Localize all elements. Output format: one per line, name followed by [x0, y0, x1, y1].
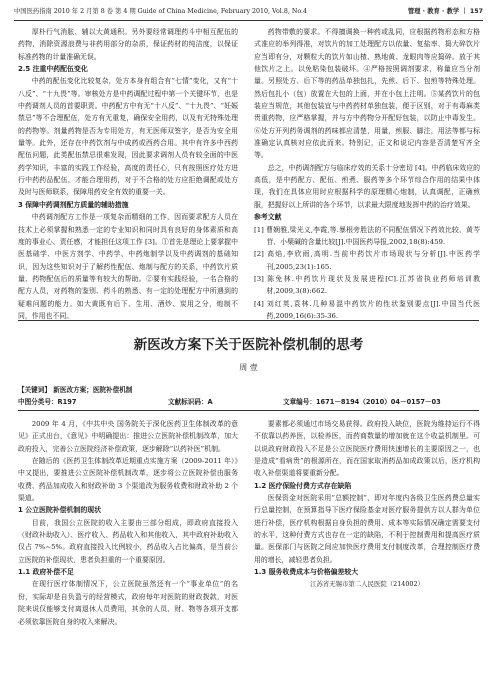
paragraph: 目前，我国公立医院的收入主要由三部分组成，即政府直接投入（财政补助收入）、医疗收入、药品收入和其他收入，其中政府补助收入仅占 7%~5%。政府直接投入比例较小，药品收入占比偏高，是当前公立医院的补偿现状，患者负担重的一个重要原因。	[18, 518, 238, 564]
section-heading: 3 保障中药调剂配方质量的辅助措施	[18, 200, 129, 209]
author-affiliation: 江苏省无锡市第二人民医院（214002）	[310, 580, 424, 589]
reference-item: [2] 高焰,李欣雨,高明.当前中药饮片市场现状与分析[J].中医药学刊,2005,23(1):165.	[254, 250, 480, 271]
section-heading: 1.2 医疗保险付费方式存在缺陷	[254, 481, 352, 490]
paragraph: 中药调剂配方工作是一项复杂而精细的工作，因而要求配方人员在技术上必须掌握和熟悉一定的专业知识和同时具有良好的身体素质和高度的事业心、责任感，才能担任这项工作 [3]。①首先是理论上要掌握中医基础学、中医方剂学、中药学、中药炮制学以及中药调剂的基础知识，因为这些知识对于了解药性配伍、炮制与配方的关系，中药饮片质量、药物配伍后的质量等有较大的帮助。②要有实践经验，一名合格的配方人员，对药物的鉴别、药斗的熟悉、有一定的处理配方中所遇到的疑难问题的能力。如大黄既有后下、生用、酒炒、炭用之分，炮制不同，作用也不同。	[18, 213, 238, 320]
reference-item: [1] 曹娴雅,梁光义,李霞,等.暴根旁胜法的不同配伍情况下药效比较、黄芩苷、小檗碱的含量比较[J].中国医药导报,2002,18(8):459.	[254, 225, 480, 246]
top-right-column	[254, 26, 480, 322]
top-left-column	[18, 26, 238, 322]
references-heading: 参考文献	[254, 213, 282, 222]
article-number: 文章编号：1671－8194（2010）04－0157－03	[283, 398, 441, 406]
paragraph: 中药的配伍变化比较复杂，处方本身有组合有“七情”变化，又有“十八反”、“十九畏”等。审核处方是中药调配过程中第一个关键环节，也是中药调剂人员的首要职责。中药配方中有无“十八反”、“十九畏”、“妊娠禁忌”等不合理配伍，处方有无重复，确保安全用药，以及有无特殊处理的药物等。剂量药物是否为专用处方，有无医师双签字，是否为安全用量等。此外，还存在中药饮剂与中成药或西药合用。其中有许多中西药配伍问题，此类配伍禁忌很难发现，因此要求调剂人员有较全面的中医药学知识，丰富的实践工作经验，高度的责任心，只有按照医疗处方进行中药药品配伍，才能合理用药，对于不合格的处方应拒绝调配或处方及时与医师联系，保障用药安全有效的重要一关。	[18, 77, 238, 197]
section-heading: 1 公立医院补偿机制的现状	[18, 506, 101, 515]
journal-header-right: 管理 · 教育 · 教学 ｜ 157	[407, 8, 483, 15]
section-divider	[18, 320, 479, 321]
paragraph: 2009 年 4 月，《中共中央 国务院关于深化医药卫生体制改革的意见》正式出台，《意见》中明确提出：推进公立医院补偿机制改革，加大政府投入，完善公立医院经济补偿政策，逐步解除“以药补医”机制。	[18, 420, 238, 453]
keywords: 【关键词】 新医改方案；医院补偿机制	[18, 386, 133, 394]
paragraph: 总之，中药调剂配方与临床疗效的关系十分密切 [4]。中药临床效应的高低，是中药配方、配伍、煎煮、服药等多个环节综合作用的结果中体现，我们在具体应用时应根据科学的原理精心炮制，认真调配，正确煎服，把握好以上所讲的各个环节，以求最大限度地发挥中药的治疗效果。	[254, 163, 480, 209]
journal-header-left: 中国医药指南 2010 年 2 月第 8 卷 第 4 期 Guide of China Medicine, February 2010, Vol.8, No.4	[14, 8, 308, 15]
section-heading: 1.3 服务收费成本与价格偏差较大	[254, 568, 359, 577]
header-rule	[14, 20, 483, 21]
paragraph: 药物带敷的要求。不得擅调换一种药或乱同，应根据药物形态和方格式准应的举列得准，对饮片的加工处理配方以依量、复盐率、捣大碎饮片应当即有分，对颗粒大的饮片如山楂、熟地黄、龙眼肉等应捣碎。放于其他饮片之上。以免粘染包装破坏。④严格按照调剂要求，称量应当分剂量。另照处方、后下等的药品单独包扎，先煎、后下、包煎等特殊处理。然后包扎小（包）放置在大包的上面，并在小包上注明。⑤某药饮片的包装应当规范，其他包装宜与中药药材单独包装，便于区别，对于有毒麻类贵重药物，应严格掌握，并与方中药物分开配好包装，以防止中毒发生。⑥处方开列药务调剂的药味都应清楚，用量，煎服、脚注，用法等都与标准确定认真核对应依此而来。特别记，正文和说记内容是否清楚写齐全等。	[254, 28, 480, 160]
bottom-left-column	[18, 418, 238, 628]
running-header	[14, 6, 483, 18]
bottom-right-column	[254, 418, 480, 591]
reference-item: [4] 刘红英,袁林.几种易混中药饮片的性状鉴别要点[J].中国当代医药,2009,16(6):35-36.	[254, 299, 480, 320]
document-code: 文献标识码：A	[168, 398, 213, 406]
section-heading: 1.1 政府补偿不足	[18, 568, 74, 577]
article-author: 周 壹	[239, 363, 258, 372]
paragraph: 医保资金对医院采用“总额控制”，即对年度内各级卫生医药费总量实行总量控制，在预算指导下医疗保险基金对医疗服务提供方以人群为单位进行补偿，医疗机构根据自身负担的费用、成本等实际情况确定需要支付的水平，这种付费方式也存在一定的缺陷，不利于控制费用和提高医疗质量。医保部门与医院之间应加快医疗费用支付制度改革，合理控制医疗费用的增长，减轻患者负担。	[254, 494, 480, 564]
article-title: 新医改方案下关于医院补偿机制的思考	[133, 337, 364, 353]
paragraph: 要素都必须通过市场交易获得。政府投入缺位，医院为维持运行不得不依靠以药养医，以检养医，而药商数量的增加就在这个收益机制里。可以说政府财政投入不足是公立医院医疗费用快速增长的主要原因之一，也是造成“看病贵”的根源所在，而在国家取消药品加成政策以后，医疗机构收入补偿渠道将要重新分配。	[254, 420, 480, 478]
paragraph: 在现行医疗体制情况下，公立医院虽然还有一个“事业单位”的名份，实际却是自负盈亏的经营模式，政府每年对医院的财政拨款，对医院来说仅能够支付离退休人员费用，其余的人员、财、物等各项开支都必须依靠医院自身的收入来解决。	[18, 580, 238, 626]
clc-number: 中图分类号：R197	[18, 398, 77, 406]
paragraph: 厚朴行气消胀、辅以大黄通积。另外要经常调理药斗中相互配伍的药物，消除资源浪费与非药用部分的杂质，保证药材的纯洁度，以保证标准药物的计量准确无误。	[18, 28, 238, 61]
reference-item: [3] 陈免林.中药饮片现状及发展进程[C].江苏省执业药师培训教材,2009,3(8):662.	[254, 274, 480, 296]
article-meta	[18, 396, 479, 408]
meta-rule	[18, 410, 479, 411]
paragraph: 在随后的《医药卫生体制改革近期重点实施方案（2009-2011 年）》中又提出，要推进公立医院补偿机制改革，逐步将公立医院补偿由服务收费、药品加成收入和财政补助 3 个渠道改为服务收费和财政补助 2 个渠道。	[18, 457, 238, 503]
section-heading: 2.5 注重中药配伍变化	[18, 65, 88, 74]
